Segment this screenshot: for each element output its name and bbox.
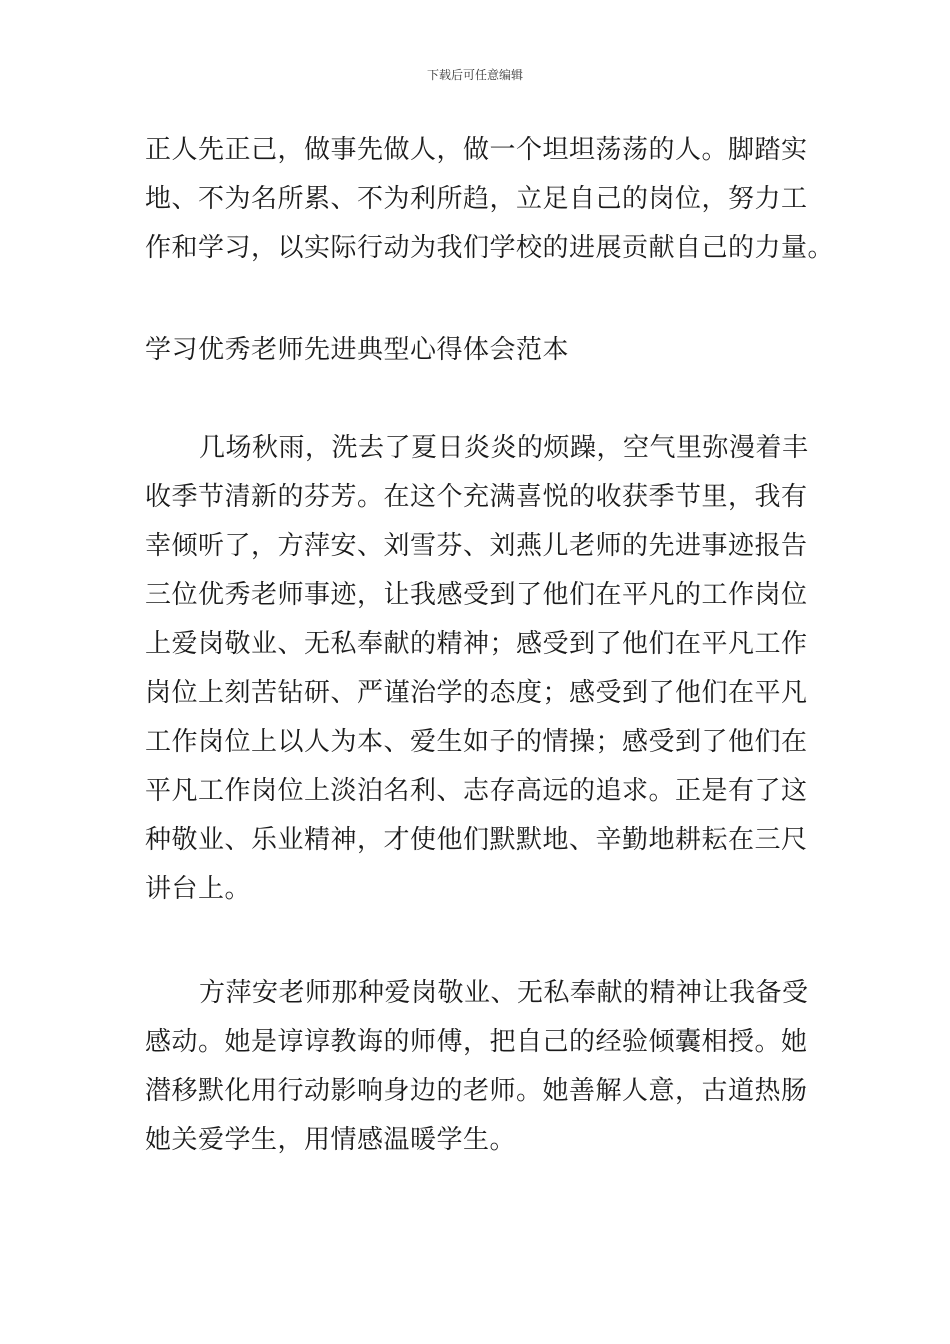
text-line: 潜移默化用行动影响身边的老师。她善解人意，古道热肠	[145, 1076, 808, 1106]
text-line: 正人先正己，做事先做人，做一个坦坦荡荡的人。脚踏实	[145, 135, 808, 165]
text-line: 工作岗位上以人为本、爱生如子的情操；感受到了他们在	[145, 727, 808, 757]
text-line: 方萍安老师那种爱岗敬业、无私奉献的精神让我备受	[199, 978, 809, 1008]
text-line: 岗位上刻苦钻研、严谨治学的态度；感受到了他们在平凡	[145, 678, 808, 708]
text-line: 几场秋雨，洗去了夏日炎炎的烦躁，空气里弥漫着丰	[199, 433, 809, 463]
text-line: 收季节清新的芬芳。在这个充满喜悦的收获季节里，我有	[145, 482, 808, 512]
text-line: 三位优秀老师事迹，让我感受到了他们在平凡的工作岗位	[145, 580, 808, 610]
section-title-text: 学习优秀老师先进典型心得体会范本	[145, 335, 570, 365]
text-line: 平凡工作岗位上淡泊名利、志存高远的追求。正是有了这	[145, 776, 808, 806]
text-line: 幸倾听了，方萍安、刘雪芬、刘燕儿老师的先进事迹报告	[145, 531, 808, 561]
text-line: 她关爱学生，用情感温暖学生。	[145, 1125, 517, 1155]
section-title	[145, 326, 810, 375]
paragraph-one	[145, 424, 810, 914]
text-line: 作和学习，以实际行动为我们学校的进展贡献自己的力量。	[145, 233, 835, 263]
intro-paragraph	[145, 126, 835, 273]
text-line: 感动。她是谆谆教诲的师傅，把自己的经验倾囊相授。她	[145, 1027, 808, 1057]
text-line: 地、不为名所累、不为利所趋，立足自己的岗位，努力工	[145, 184, 808, 214]
text-line: 讲台上。	[145, 874, 252, 904]
text-line: 上爱岗敬业、无私奉献的精神；感受到了他们在平凡工作	[145, 629, 808, 659]
text-line: 种敬业、乐业精神，才使他们默默地、辛勤地耕耘在三尺	[145, 825, 808, 855]
paragraph-two	[145, 969, 810, 1165]
header-note: 下载后可任意编辑	[426, 68, 523, 82]
